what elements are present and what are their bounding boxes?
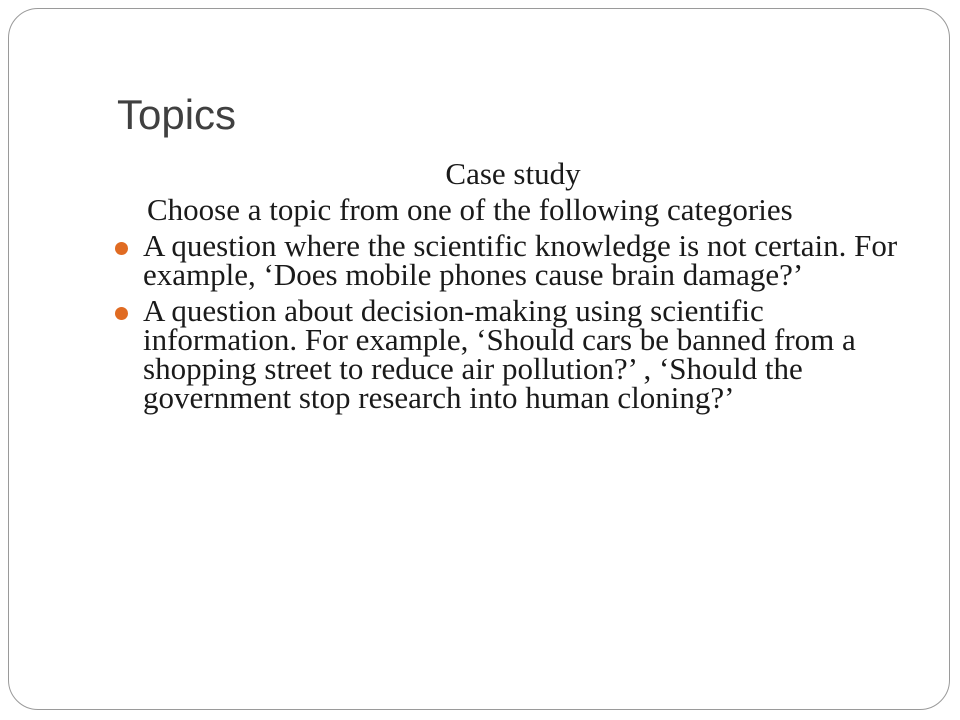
- slide-frame: [8, 8, 950, 710]
- slide-title: Topics: [117, 91, 237, 138]
- case-study-heading: Case study: [445, 156, 581, 191]
- bullet-dot-icon: [115, 307, 128, 320]
- bullet-text: A question where the scientific knowledge is not certain. For example, ‘Does mobile phones cause brain damage?’: [143, 228, 898, 292]
- bullet-text: A question about decision-making using scientific information. For example, ‘Should cars be banned from a shopping street to reduce air pollution?’ , ‘Should the government stop research into human cloning?’: [143, 293, 856, 415]
- intro-text: Choose a topic from one of the following categories: [147, 192, 793, 227]
- bullet-item-decision-making: [113, 293, 913, 415]
- bullet-item-uncertain-science: [113, 228, 913, 292]
- slide-body: [113, 156, 913, 419]
- bullet-dot-icon: [115, 242, 128, 255]
